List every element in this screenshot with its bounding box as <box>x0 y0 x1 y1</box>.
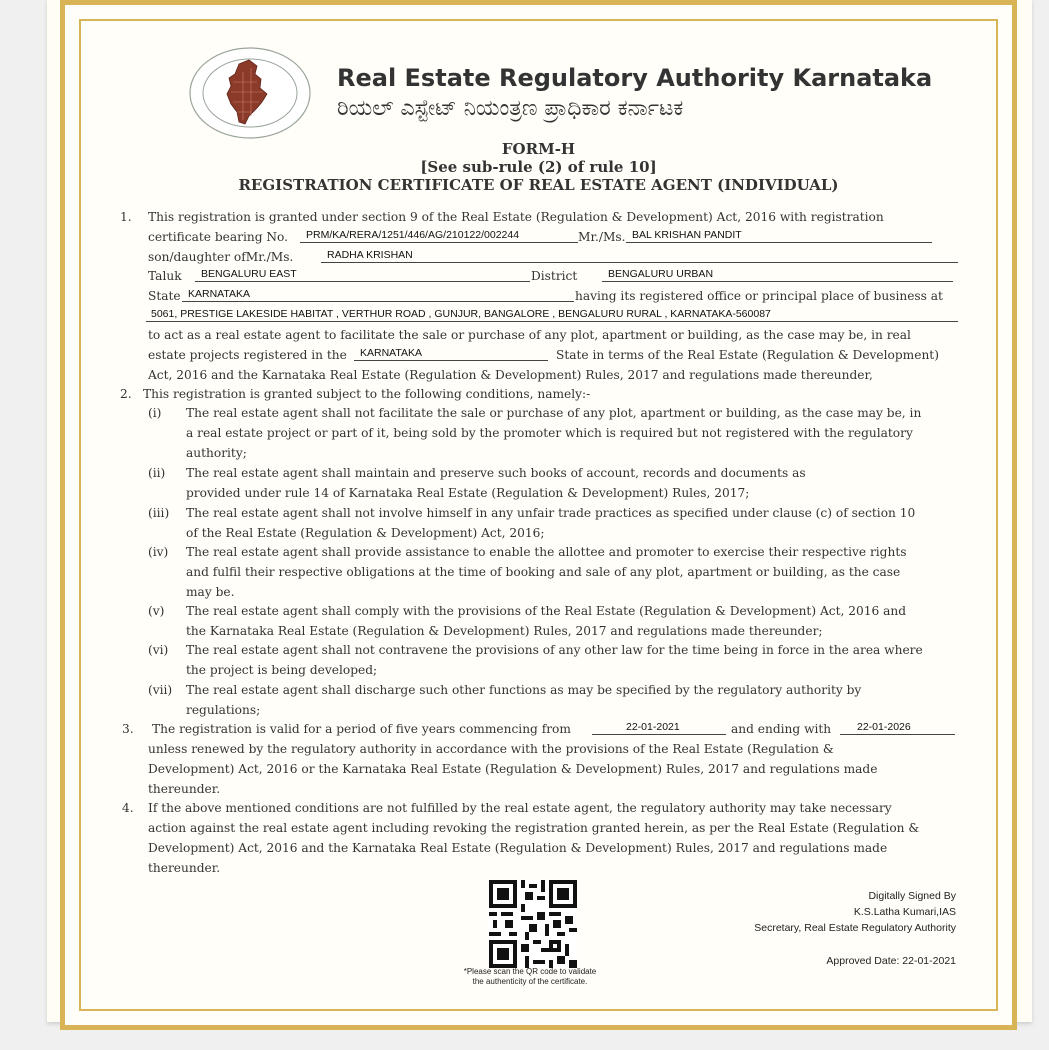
clause1-line1: This registration is granted under section 9 of the Real Estate (Regulation & Development) Act, 2016 with registration <box>148 210 884 224</box>
condition-line: The real estate agent shall comply with the provisions of the Real Estate (Regulation & Development) Act, 2016 and <box>186 604 907 618</box>
condition-line: authority; <box>186 446 247 460</box>
signatory-title: Secretary, Real Estate Regulatory Authority <box>754 922 956 934</box>
condition-line: The real estate agent shall not facilitate the sale or purchase of any plot, apartment or building, as the case may be, in <box>186 406 922 420</box>
clause2-intro: This registration is granted subject to the following conditions, namely:- <box>143 387 591 401</box>
clause1-line5b: having its registered office or principal place of business at <box>575 289 943 303</box>
clause4-line1: If the above mentioned conditions are not fulfilled by the real estate agent, the regulatory authority may take necessary <box>148 801 892 815</box>
project-state-field: KARNATAKA <box>354 347 548 361</box>
condition-line: The real estate agent shall provide assistance to enable the allottee and promoter to exercise their respective rights <box>186 545 907 559</box>
clause1-line4b: District <box>531 269 578 283</box>
condition-line: The real estate agent shall not contravene the provisions of any other law for the time being in force in the area where <box>186 643 923 657</box>
condition-number: (vi) <box>148 643 169 657</box>
condition-line: the project is being developed; <box>186 663 378 677</box>
condition-line: of the Real Estate (Regulation & Development) Act, 2016; <box>186 526 545 540</box>
condition-line: The real estate agent shall not involve himself in any unfair trade practices as specified under clause (c) of section 10 <box>186 506 916 520</box>
form-title: FORM-H <box>501 140 576 158</box>
form-rule: [See sub-rule (2) of rule 10] <box>420 158 657 176</box>
taluk-field: BENGALURU EAST <box>195 268 530 282</box>
condition-line: may be. <box>186 585 235 599</box>
qr-note <box>440 967 620 987</box>
clause1-line2b: Mr./Ms. <box>578 230 626 244</box>
clause1-line5a: State <box>148 289 181 303</box>
clause-number: 3. <box>122 722 134 736</box>
condition-line: and fulfil their respective obligations at the time of booking and sale of any plot, apartment or building, as the case <box>186 565 901 579</box>
condition-number: (i) <box>148 406 162 420</box>
clause1-line3a: son/daughter ofMr./Ms. <box>148 250 294 264</box>
clause-number: 2. <box>120 387 132 401</box>
approved-date: Approved Date: 22-01-2021 <box>826 955 956 967</box>
clause4-line3: Development) Act, 2016 and the Karnataka Real Estate (Regulation & Development) Rules, 2017 and regulations made <box>148 841 888 855</box>
signature-line1: Digitally Signed By <box>868 890 956 902</box>
registration-number-field: PRM/KA/RERA/1251/446/AG/210122/002244 <box>300 229 578 243</box>
end-date-field: 22-01-2026 <box>840 721 955 735</box>
qr-note-line1: *Please scan the QR code to validate <box>463 967 597 976</box>
district-field: BENGALURU URBAN <box>602 268 953 282</box>
clause3-line3: Development) Act, 2016 or the Karnataka Real Estate (Regulation & Development) Rules, 2017 and regulations made <box>148 762 878 776</box>
karnataka-rera-seal-icon <box>187 46 313 141</box>
clause4-line4: thereunder. <box>148 861 221 875</box>
condition-number: (v) <box>148 604 165 618</box>
start-date-field: 22-01-2021 <box>592 721 726 735</box>
clause3-line1b: and ending with <box>731 722 832 736</box>
clause1-line2a: certificate bearing No. <box>148 230 289 244</box>
condition-line: a real estate project or part of it, being sold by the promoter which is required but not registered with the regulatory <box>186 426 913 440</box>
condition-line: The real estate agent shall maintain and preserve such books of account, records and documents as <box>186 466 806 480</box>
condition-number: (vii) <box>148 683 173 697</box>
clause1-line4a: Taluk <box>148 269 182 283</box>
clause3-line1a: The registration is valid for a period of five years commencing from <box>152 722 571 736</box>
condition-number: (iii) <box>148 506 170 520</box>
clause1-line8a: estate projects registered in the <box>148 348 347 362</box>
clause1-line7: to act as a real estate agent to facilitate the sale or purchase of any plot, apartment or building, as the case may be, in real <box>148 328 911 342</box>
clause-number: 4. <box>122 801 134 815</box>
condition-line: the Karnataka Real Estate (Regulation & Development) Rules, 2017 and regulations made thereunder; <box>186 624 823 638</box>
org-name-english: Real Estate Regulatory Authority Karnataka <box>337 64 933 92</box>
state-field: KARNATAKA <box>182 288 574 302</box>
org-name-kannada: ರಿಯಲ್ ಎಸ್ಟೇಟ್ ನಿಯಂತ್ರಣ ಪ್ರಾಧಿಕಾರ ಕರ್ನಾಟಕ <box>337 96 684 121</box>
qr-note-line2: the authenticity of the certificate. <box>472 977 588 986</box>
address-field: 5061, PRESTIGE LAKESIDE HABITAT , VERTHUR ROAD , GUNJUR, BANGALORE , BENGALURU RURAL , KARNATAKA-560087 <box>146 308 958 322</box>
clause1-line9: Act, 2016 and the Karnataka Real Estate (Regulation & Development) Rules, 2017 and regulations made thereunder, <box>148 368 873 382</box>
condition-line: regulations; <box>186 703 261 717</box>
clause3-line2: unless renewed by the regulatory authority in accordance with the provisions of the Real Estate (Regulation & <box>148 742 834 756</box>
clause1-line8b: State in terms of the Real Estate (Regulation & Development) <box>556 348 939 362</box>
parent-name-field: RADHA KRISHAN <box>321 249 958 263</box>
agent-name-field: BAL KRISHAN PANDIT <box>626 229 932 243</box>
clause-number: 1. <box>120 210 132 224</box>
clause3-line4: thereunder. <box>148 782 221 796</box>
condition-line: The real estate agent shall discharge such other functions as may be specified by the regulatory authority by <box>186 683 862 697</box>
qr-code-icon[interactable] <box>489 880 577 968</box>
condition-number: (ii) <box>148 466 166 480</box>
form-heading: REGISTRATION CERTIFICATE OF REAL ESTATE AGENT (INDIVIDUAL) <box>238 176 839 194</box>
clause4-line2: action against the real estate agent including revoking the registration granted herein, as per the Real Estate (Regulation & <box>148 821 920 835</box>
condition-number: (iv) <box>148 545 169 559</box>
condition-line: provided under rule 14 of Karnataka Real Estate (Regulation & Development) Rules, 2017; <box>186 486 750 500</box>
signatory-name: K.S.Latha Kumari,IAS <box>853 906 956 918</box>
